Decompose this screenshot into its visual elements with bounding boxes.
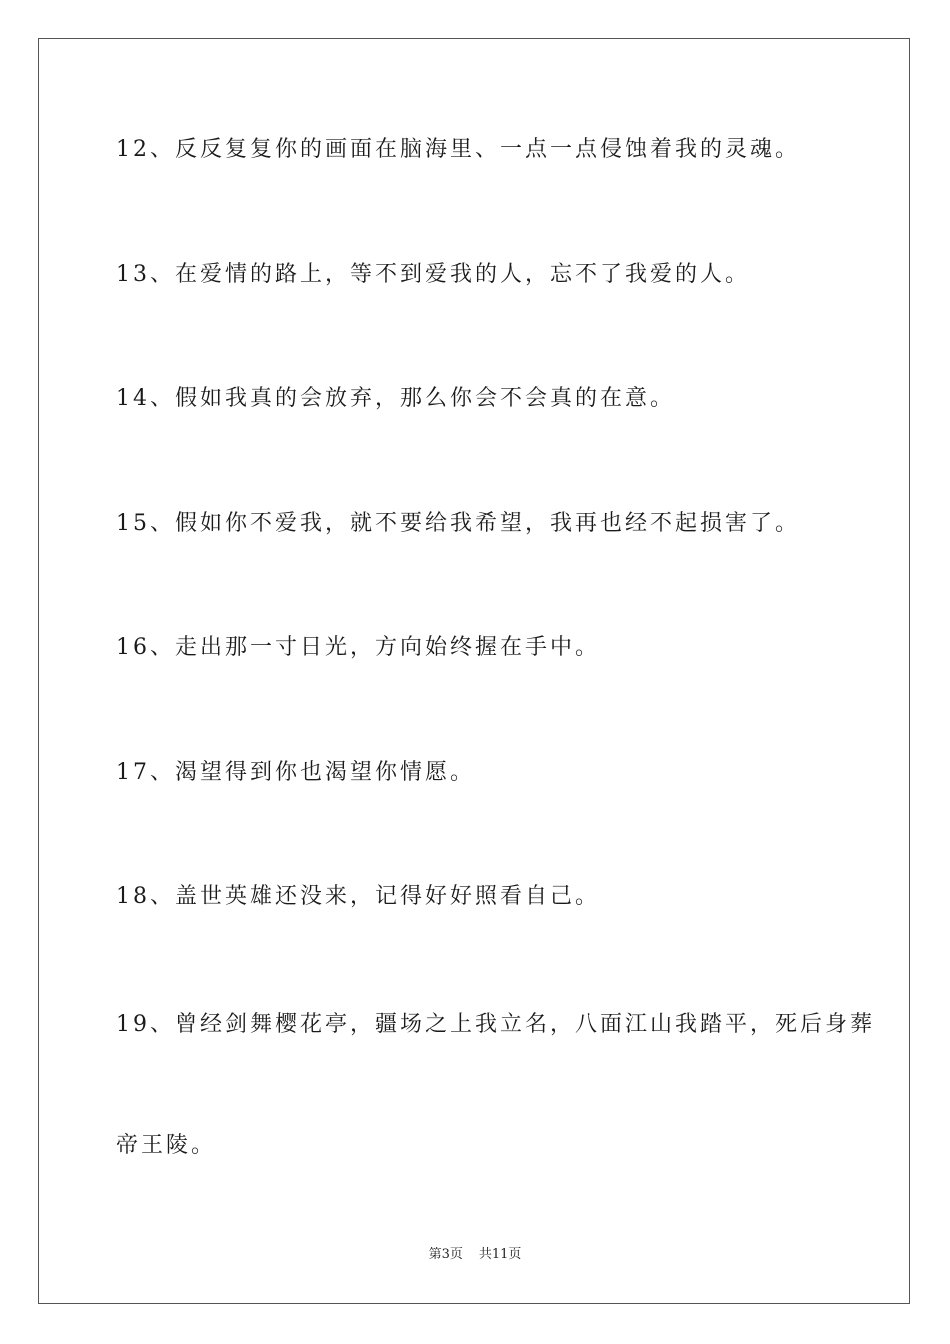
- quote-line-14: 14、假如我真的会放弃，那么你会不会真的在意。: [116, 386, 675, 411]
- quote-line-17: 17、渴望得到你也渴望你情愿。: [116, 760, 475, 785]
- page-border: [38, 38, 910, 1304]
- quote-line-18: 18、盖世英雄还没来，记得好好照看自己。: [116, 884, 600, 909]
- quote-line-15: 15、假如你不爱我，就不要给我希望，我再也经不起损害了。: [116, 511, 800, 536]
- page-number: 第3页: [428, 1247, 463, 1262]
- page-footer: [0, 1246, 950, 1264]
- quote-line-12: 12、反反复复你的画面在脑海里、一点一点侵蚀着我的灵魂。: [116, 137, 800, 162]
- page-total: 共11页: [478, 1247, 522, 1262]
- quote-line-13: 13、在爱情的路上，等不到爱我的人，忘不了我爱的人。: [116, 262, 750, 287]
- quote-line-16: 16、走出那一寸日光，方向始终握在手中。: [116, 635, 600, 660]
- quote-line-19-continued: 帝王陵。: [116, 1133, 217, 1158]
- quote-line-19: 19、曾经剑舞樱花亭，疆场之上我立名，八面江山我踏平，死后身葬: [116, 1012, 875, 1037]
